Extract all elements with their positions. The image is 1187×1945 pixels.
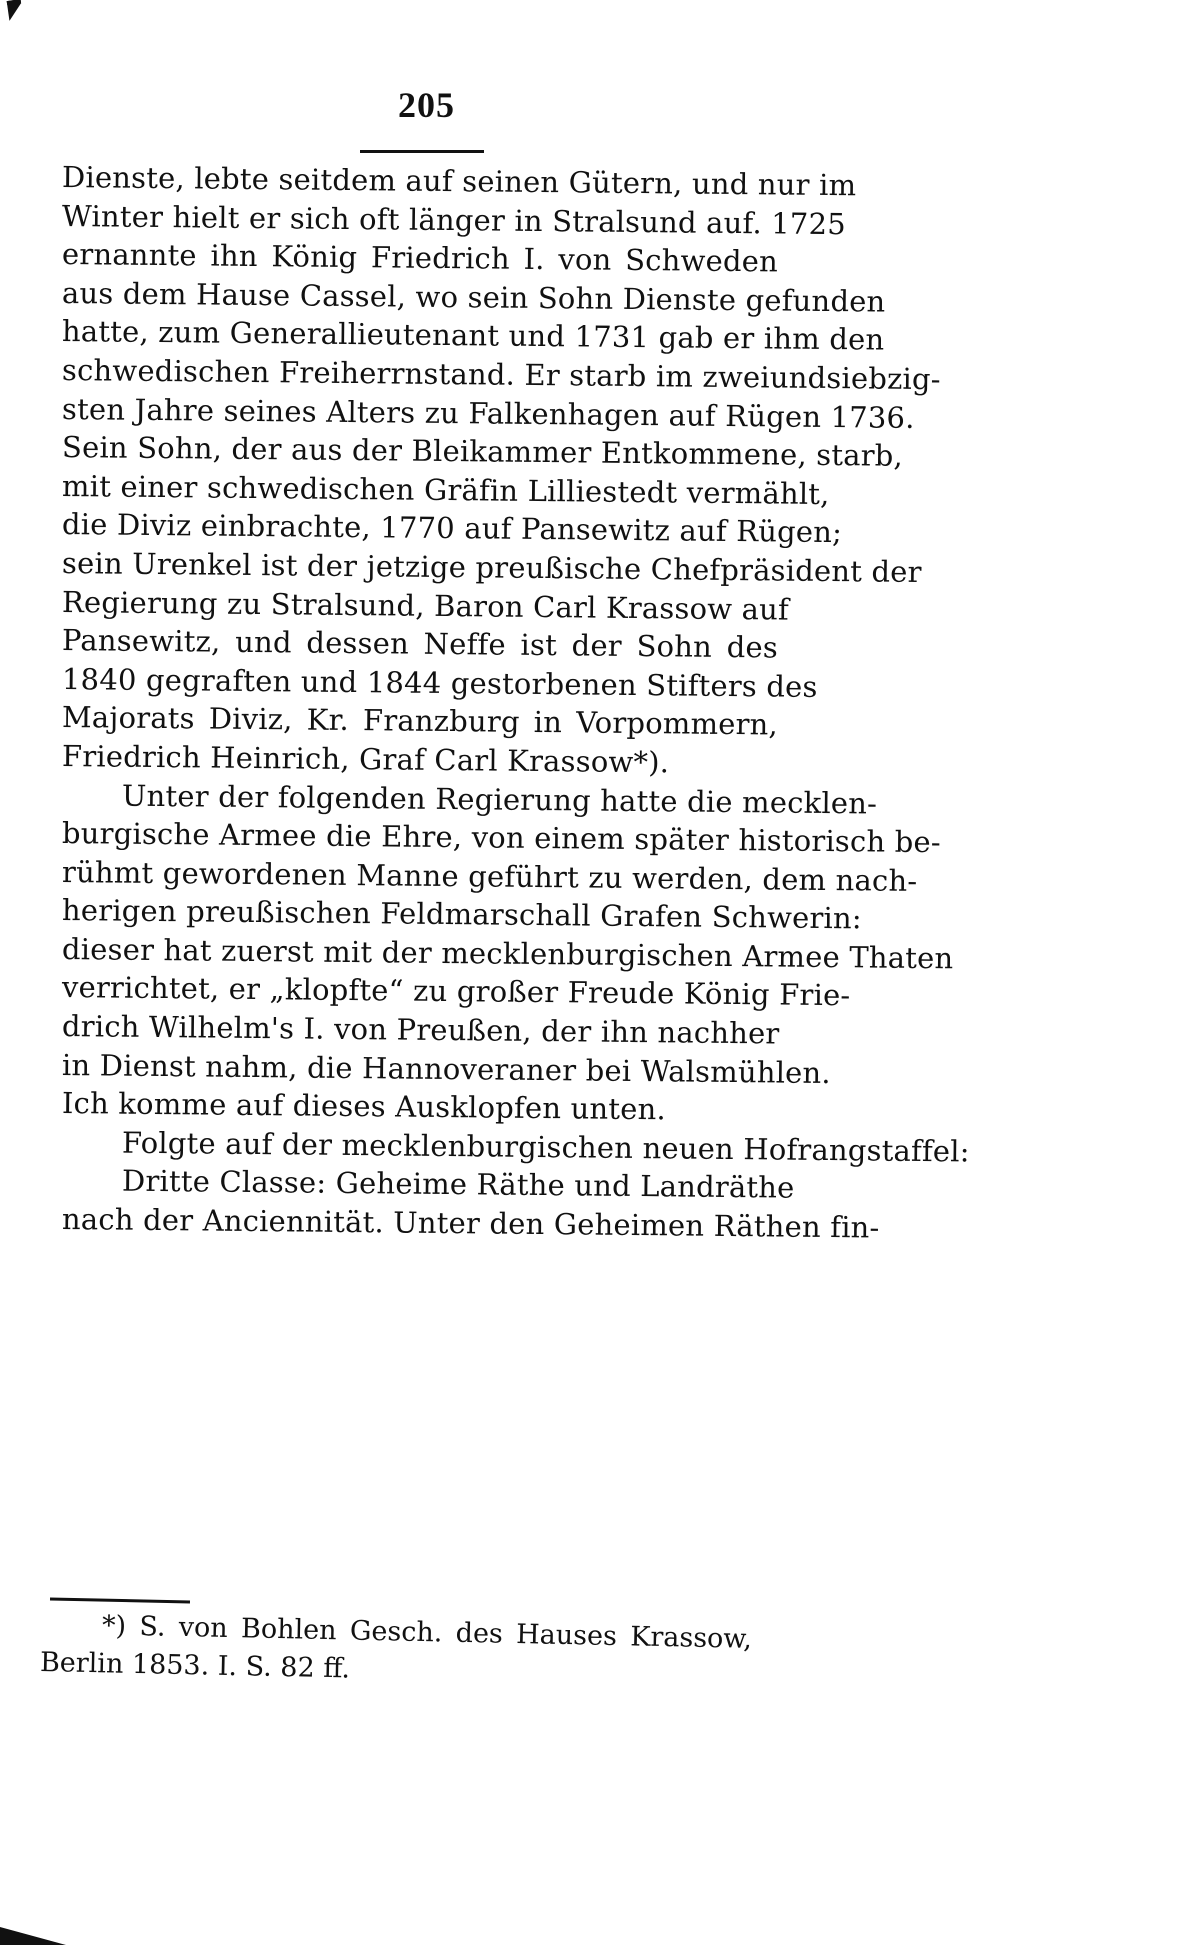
paragraph-start-line: Folgte auf der mecklenburgischen neuen Hofrangstaffel: (121, 1125, 970, 1169)
page-number: 205 (398, 85, 455, 125)
text-line: Pansewitz, und dessen Neffe ist der Sohn des (61, 623, 779, 665)
scan-artifact-bottom-left (0, 1927, 66, 1945)
text-line: rühmt gewordenen Manne geführt zu werden, dem nach- (61, 854, 918, 898)
footnote-text: Berlin 1853. I. S. 82 ff. (39, 1647, 351, 1685)
text-line: verrichtet, er „klopfte“ zu großer Freude König Frie- (61, 970, 851, 1013)
footnote-marker: *) (101, 1610, 127, 1642)
text-line: mit einer schwedischen Gräfin Lilliestedt vermählt, (61, 468, 830, 511)
footnote-text: S. von Bohlen Gesch. des Hauses Krassow, (139, 1611, 753, 1655)
paragraph-start-line: Dritte Classe: Geheime Räthe und Landräthe (121, 1164, 795, 1206)
text-line: drich Wilhelm's I. von Preußen, der ihn nachher (61, 1009, 780, 1051)
text-line: burgische Armee die Ehre, von einem später historisch be- (61, 816, 942, 860)
text-line: herigen preußischen Feldmarschall Grafen Schwerin: (61, 893, 863, 936)
text-line: nach der Anciennität. Unter den Geheimen Räthen fin- (61, 1202, 880, 1245)
text-line: schwedischen Freiherrnstand. Er starb im zweiundsiebzig- (61, 352, 941, 397)
header-rule (360, 150, 484, 153)
body-text (61, 158, 970, 1245)
text-line: Majorats Diviz, Kr. Franzburg in Vorpommern, (61, 700, 779, 742)
text-line: sten Jahre seines Alters zu Falkenhagen auf Rügen 1736. (61, 391, 915, 435)
text-line: hatte, zum Generallieutenant und 1731 gab er ihm den (61, 314, 885, 357)
footnotes (39, 1606, 770, 1685)
scan-artifact-top-left (7, 0, 24, 21)
text-line: Regierung zu Stralsund, Baron Carl Krassow auf (61, 584, 790, 627)
text-line: sein Urenkel ist der jetzige preußische Chefpräsident der (61, 545, 922, 589)
text-line: in Dienst nahm, die Hannoveraner bei Walsmühlen. (61, 1047, 831, 1090)
paragraph-start-line: Unter der folgenden Regierung hatte die mecklen- (121, 778, 878, 821)
text-line: Ich komme auf dieses Ausklopfen unten. (61, 1086, 667, 1127)
text-line: ernannte ihn König Friedrich I. von Schweden (61, 237, 779, 279)
text-line: Friedrich Heinrich, Graf Carl Krassow*). (61, 738, 670, 780)
text-line: Winter hielt er sich oft länger in Stralsund auf. 1725 (61, 198, 847, 241)
text-line: 1840 gegraften und 1844 gestorbenen Stifters des (61, 661, 818, 704)
text-line: Dienste, lebte seitdem auf seinen Gütern, und nur im (61, 160, 857, 203)
text-line: dieser hat zuerst mit der mecklenburgischen Armee Thaten (61, 931, 954, 976)
text-line: aus dem Hause Cassel, wo sein Sohn Dienste gefunden (61, 275, 886, 319)
text-line: Sein Sohn, der aus der Bleikammer Entkommene, starb, (61, 430, 904, 473)
footnote-rule (50, 1598, 190, 1604)
text-line: die Diviz einbrachte, 1770 auf Pansewitz auf Rügen; (61, 507, 843, 550)
